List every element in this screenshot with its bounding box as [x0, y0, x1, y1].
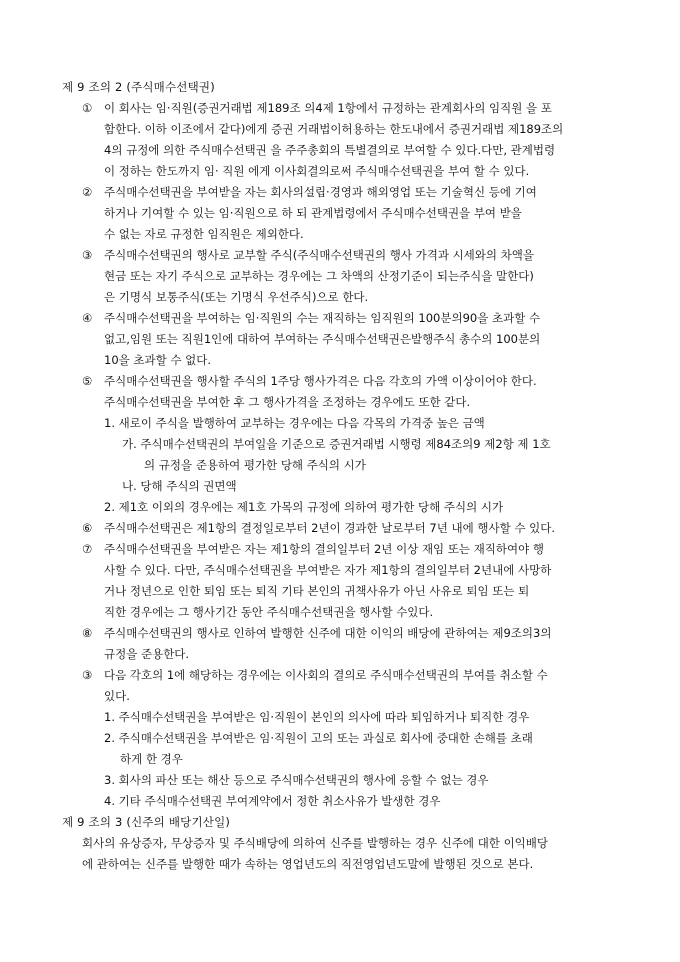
- para-5-item-1-na: 나. 당해 주식의 권면액: [122, 479, 237, 493]
- para-9-line: 있다.: [104, 689, 130, 703]
- para-1-mark: ①: [82, 101, 93, 115]
- para-4-mark: ④: [82, 311, 93, 325]
- para-3-line: 현금 또는 자기 주식으로 교부하는 경우에는 그 차액의 산정기준이 되는주식을 말한다): [104, 269, 534, 283]
- para-7-line: 사할 수 있다. 다만, 주식매수선택권을 부여받은 자가 제1항의 결의일부터 2년내에 사망하: [104, 563, 552, 577]
- para-5-line: 주식매수선택권을 행사할 주식의 1주당 행사가격은 다음 각호의 가액 이상이어야 한다.: [104, 374, 537, 388]
- para-3-mark: ③: [82, 248, 93, 262]
- para-1-line: 이 회사는 임·직원(증권거래법 제189조 의4제 1항에서 규정하는 관계회사의 임직원 을 포: [104, 101, 552, 115]
- para-2-line: 하거나 기여할 수 있는 임·직원으로 하 되 관계법령에서 주식매수선택권을 부여 받을: [104, 206, 522, 220]
- article-9-2-heading: 제 9 조의 2 (주식매수선택권): [62, 80, 215, 94]
- para-2-mark: ②: [82, 185, 93, 199]
- para-9-item-2-cont: 하게 한 경우: [120, 752, 183, 766]
- para-2-line: 주식매수선택권을 부여받을 자는 회사의설립·경영과 해외영업 또는 기술혁신 등에 기여: [104, 185, 537, 199]
- para-3-line: 은 기명식 보통주식(또는 기명식 우선주식)으로 한다.: [104, 290, 369, 304]
- para-5-item-1-ga: 가. 주식매수선택권의 부여일을 기준으로 증권거래법 시행령 제84조의9 제2항 제 1호: [122, 437, 551, 451]
- para-1-line: 함한다. 이하 이조에서 같다)에게 증권 거래법이허용하는 한도내에서 증권거래법 제189조의: [104, 122, 564, 136]
- para-4-line: 주식매수선택권을 부여하는 임·직원의 수는 재직하는 임직원의 100분의90을 초과할 수: [104, 311, 541, 325]
- para-5-line: 주식매수선택권을 부여한 후 그 행사가격을 조정하는 경우에도 또한 같다.: [104, 395, 471, 409]
- article-9-3-line: 회사의 유상증자, 무상증자 및 주식배당에 의하여 신주를 발행하는 경우 신주에 대한 이익배당: [82, 836, 549, 850]
- para-2-line: 수 없는 자로 규정한 임직원은 제외한다.: [104, 227, 304, 241]
- para-6-line: 주식매수선택권은 제1항의 결정일로부터 2년이 경과한 날로부터 7년 내에 행사할 수 있다.: [104, 521, 555, 535]
- para-4-line: 10을 초과할 수 없다.: [104, 353, 212, 367]
- article-9-3-heading: 제 9 조의 3 (신주의 배당기산일): [62, 815, 231, 829]
- para-9-mark: ③: [82, 668, 93, 682]
- para-8-line: 규정을 준용한다.: [104, 647, 190, 661]
- para-3-line: 주식매수선택권의 행사로 교부할 주식(주식매수선택권의 행사 가격과 시세와의 차액을: [104, 248, 534, 262]
- para-1-line: 4의 규정에 의한 주식매수선택권 을 주주총회의 특별결의로 부여할 수 있다.다만, 관계법령: [104, 143, 556, 157]
- article-9-3-line: 에 관하여는 신주를 발행한 때가 속하는 영업년도의 직전영업년도말에 발행된 것으로 본다.: [82, 857, 534, 871]
- para-5-mark: ⑤: [82, 374, 93, 388]
- para-9-item-1: 1. 주식매수선택권을 부여받은 임·직원이 본인의 의사에 따라 퇴임하거나 퇴직한 경우: [104, 710, 530, 724]
- para-7-line: 거나 정년으로 인한 퇴임 또는 퇴직 기타 본인의 귀책사유가 아닌 사유로 퇴임 또는 퇴: [104, 584, 530, 598]
- para-5-item-1: 1. 새로이 주식을 발행하여 교부하는 경우에는 다음 각목의 가격중 높은 금액: [104, 416, 485, 430]
- para-9-item-4: 4. 기타 주식매수선택권 부여계약에서 정한 취소사유가 발생한 경우: [104, 794, 441, 808]
- para-1-line: 이 정하는 한도까지 임· 직원 에게 이사회결의로써 주식매수선택권을 부여 할 수 있다.: [104, 164, 530, 178]
- para-6-mark: ⑥: [82, 521, 93, 535]
- para-7-line: 직한 경우에는 그 행사기간 동안 주식매수선택권을 행사할 수있다.: [104, 605, 434, 619]
- para-9-line: 다음 각호의 1에 해당하는 경우에는 이사회의 결의로 주식매수선택권의 부여를 취소할 수: [104, 668, 548, 682]
- para-4-line: 없고,임원 또는 직원1인에 대하여 부여하는 주식매수선택권은발행주식 총수의 100분의: [104, 332, 541, 346]
- para-8-mark: ⑧: [82, 626, 93, 640]
- para-7-mark: ⑦: [82, 542, 93, 556]
- para-8-line: 주식매수선택권의 행사로 인하여 발행한 신주에 대한 이익의 배당에 관하여는 제9조의3의: [104, 626, 552, 640]
- para-9-item-3: 3. 회사의 파산 또는 해산 등으로 주식매수선택권의 행사에 응할 수 없는 경우: [104, 773, 489, 787]
- para-9-item-2: 2. 주식매수선택권을 부여받은 임·직원이 고의 또는 과실로 회사에 중대한 손해를 초래: [104, 731, 533, 745]
- para-5-item-2: 2. 제1호 이외의 경우에는 제1호 가목의 규정에 의하여 평가한 당해 주식의 시가: [104, 500, 504, 514]
- para-7-line: 주식매수선택권을 부여받은 자는 제1항의 결의일부터 2년 이상 재임 또는 재직하여야 행: [104, 542, 544, 556]
- para-5-item-1-ga-cont: 의 규정을 준용하여 평가한 당해 주식의 시가: [144, 458, 366, 472]
